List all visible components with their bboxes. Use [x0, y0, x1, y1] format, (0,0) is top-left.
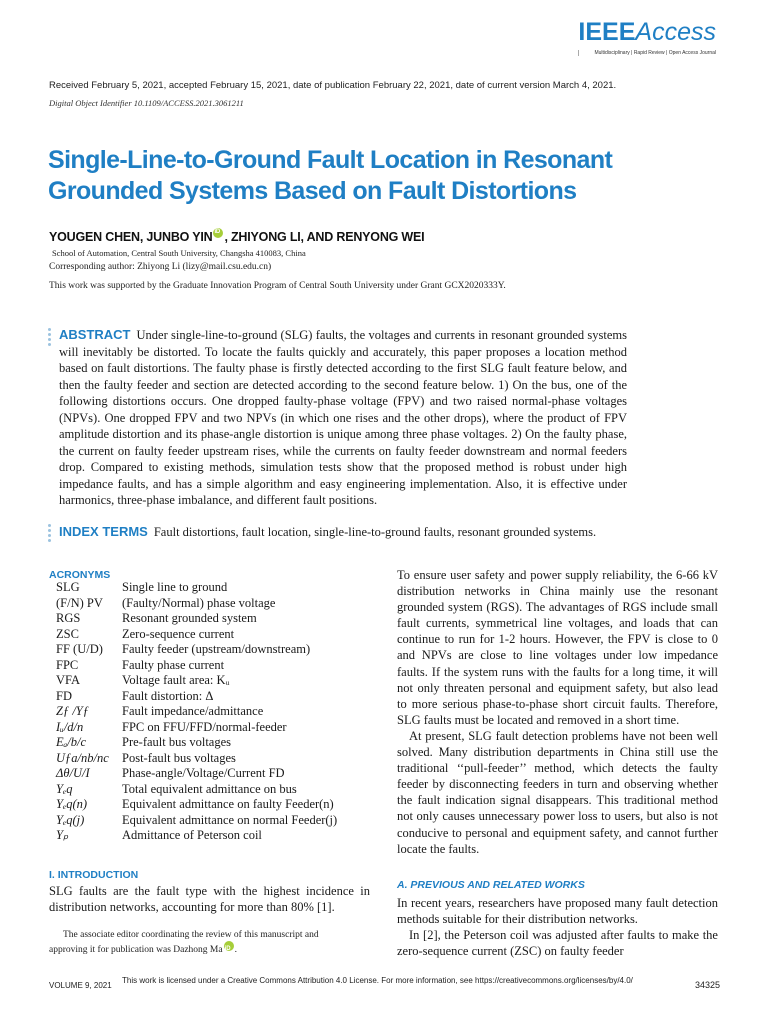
paragraph: At present, SLG fault detection problems have not been well solved. Many distribution departments in China still use the traditional ‘‘pull-feeder’’ method, which detects the faulty feeder by disconnecting feeders in turn and observing whether the fault indication signal disappears. This traditional method not only causes unnecessary power loss to users, but also is not conducive to personal and equipment safety, and cannot further locate the faults. — [397, 728, 718, 856]
acronym-definition: Total equivalent admittance on bus — [122, 781, 297, 796]
acronyms-heading: ACRONYMS — [49, 569, 111, 581]
received-dates: Received February 5, 2021, accepted February 15, 2021, date of publication February 22, 2021, date of current version March 4, 2021. — [49, 80, 617, 91]
acronym-term: SLG — [56, 580, 80, 594]
title-line-2: Grounded Systems Based on Fault Distortions — [48, 177, 577, 205]
footnote-line-2-end: . — [234, 945, 237, 955]
acronym-definition: (Faulty/Normal) phase voltage — [122, 595, 276, 610]
acronym-row — [56, 580, 376, 596]
acronym-definition: FPC on FFU/FFD/normal-feeder — [122, 719, 287, 734]
acronym-row — [56, 720, 376, 736]
orcid-icon[interactable] — [213, 228, 223, 238]
abstract-label: ABSTRACT — [59, 327, 131, 342]
introduction-text: SLG faults are the fault type with the highest incidence in distribution networks, accounting for more than 80% [1]. — [49, 884, 370, 914]
acronym-term: ZSC — [56, 626, 79, 641]
acronym-row — [56, 611, 376, 627]
index-terms — [59, 524, 659, 540]
acronym-definition: Single line to ground — [122, 580, 228, 594]
acronym-definition: Fault impedance/admittance — [122, 704, 264, 718]
acronym-row — [56, 828, 376, 844]
acronym-term: Yₑq(j) — [56, 812, 85, 827]
acronym-term: FD — [56, 688, 72, 703]
acronym-row — [56, 782, 376, 798]
acronym-row — [56, 751, 376, 767]
subsection-heading: A. PREVIOUS AND RELATED WORKS — [397, 879, 585, 891]
acronym-term: Eₐ/b/c — [56, 735, 87, 749]
corresponding-author: Corresponding author: Zhiyong Li (lizy@mail.csu.edu.cn) — [49, 262, 272, 272]
footnote-line-2-text: approving it for publication was Dazhong Ma — [49, 945, 223, 955]
acronym-definition: Pre-fault bus voltages — [122, 735, 232, 749]
funding-note: This work was supported by the Graduate Innovation Program of Central South University under Grant GCX2020333Y. — [49, 281, 506, 291]
acronym-term: FPC — [56, 657, 79, 672]
footer-volume: VOLUME 9, 2021 — [49, 981, 112, 990]
acronym-definition: Phase-angle/Voltage/Current FD — [122, 766, 285, 780]
acronym-definition: Equivalent admittance on normal Feeder(j) — [122, 812, 338, 827]
acronym-definition: Equivalent admittance on faulty Feeder(n) — [122, 797, 334, 811]
acronym-definition: Faulty feeder (upstream/downstream) — [122, 642, 311, 656]
acronym-definition: Faulty phase current — [122, 657, 225, 672]
logo-tagline: Multidisciplinary | Rapid Review | Open Access Journal — [578, 50, 716, 56]
acronym-definition: Voltage fault area: Kᵤ — [122, 673, 230, 687]
acronym-term: Yₑq(n) — [56, 797, 88, 811]
acronym-definition: Resonant grounded system — [122, 611, 257, 625]
logo-access: Access — [635, 18, 716, 46]
acronym-term: RGS — [56, 611, 81, 625]
acronym-row — [56, 813, 376, 829]
acronym-row — [56, 658, 376, 674]
paragraph: In [2], the Peterson coil was adjusted after faults to make the zero-sequence current (ZSC) on faulty feeder — [397, 928, 718, 959]
abstract-marker-icon — [48, 328, 51, 348]
footnote-line-2 — [49, 943, 370, 958]
affiliation: School of Automation, Central South University, Changsha 410083, China — [52, 248, 306, 258]
acronym-row — [56, 766, 376, 782]
paragraph: To ensure user safety and power supply reliability, the 6-66 kV distribution networks in China mainly use the resonant grounded system (RGS). The advantages of RGS include small fault currents, symmetrical line voltages, and loads that can continue to run for 1-2 hours. However, the FPV is close to 0 and NPVs are close to line voltages under low impedance faults. If the system runs with the faults for a long time, it will not only threaten personal and equipment safety, but also lead to more serious phase-to-phase short circuit faults. Therefore, SLG faults must be located and removed in a short time. — [397, 568, 718, 727]
orcid-icon[interactable] — [224, 941, 234, 951]
acronym-row — [56, 704, 376, 720]
right-column-bottom — [397, 895, 718, 959]
acronym-definition: Fault distortion: Δ — [122, 688, 214, 703]
acronym-term: FF (U/D) — [56, 642, 103, 656]
acronym-definition: Post-fault bus voltages — [122, 750, 236, 765]
journal-logo — [578, 18, 716, 56]
editor-footnote — [49, 928, 370, 958]
authors-part-1: YOUGEN CHEN, JUNBO YIN — [49, 230, 213, 244]
acronym-term: Zƒ /Yƒ — [56, 704, 90, 718]
title-line-1: Single-Line-to-Ground Fault Location in Resonant — [48, 146, 613, 174]
paper-title — [48, 145, 688, 207]
abstract-text: Under single-line-to-ground (SLG) faults, the voltages and currents in resonant grounded systems will inevitably be distorted. To locate the faults quickly and accurately, this paper proposes a location method based on fault distortions. The faulty phase is firstly detected according to the first SLG fault feature below, and then the faulty feeder and section are detected according to the second feature below. 1) On the bus, one of the following distortions occurs. One dropped faulty-phase voltage (FPV) and two raised normal-phase voltages (NPVs). One dropped FPV and two NPVs (in which one rises and the other drops), where the product of FPV amplitude distortion and its phase-angle distortion is unique among three phase voltages. 2) On the faulty phase, the current on faulty feeder upstream rises, while the currents on faulty feeder downstream and normal feeders drop. Compared to existing methods, simulation tests show that the proposed method is robust under high impedance faults, and has a simple algorithm and easy engineering implementation. Also, it is effective under harmonics, three-phase imbalance, and different fault positions. — [59, 328, 627, 507]
right-column-top — [397, 567, 718, 857]
authors-part-2: , ZHIYONG LI, AND RENYONG WEI — [224, 230, 425, 244]
footer-license[interactable]: This work is licensed under a Creative Commons Attribution 4.0 License. For more information, see https://creativecommons.org/licenses/by/4.0/ — [122, 976, 633, 985]
acronym-row — [56, 642, 376, 658]
acronym-row — [56, 673, 376, 689]
paragraph: In recent years, researchers have proposed many fault detection methods suitable for their distribution networks. — [397, 896, 718, 927]
abstract — [59, 327, 627, 509]
acronym-term: Yₑq — [56, 781, 73, 796]
acronym-row — [56, 735, 376, 751]
acronym-term: (F/N) PV — [56, 595, 103, 610]
index-terms-label: INDEX TERMS — [59, 524, 148, 539]
acronym-term: VFA — [56, 673, 81, 687]
doi-line: Digital Object Identifier 10.1109/ACCESS.2021.3061211 — [49, 98, 244, 108]
acronym-definition: Zero-sequence current — [122, 626, 235, 641]
acronym-row — [56, 689, 376, 705]
acronym-term: Uƒa/nb/nc — [56, 750, 109, 765]
acronym-row — [56, 797, 376, 813]
index-terms-text: Fault distortions, fault location, single-line-to-ground faults, resonant grounded systems. — [153, 525, 597, 539]
acronym-term: Yₚ — [56, 828, 69, 842]
footnote-line-1: The associate editor coordinating the review of this manuscript and — [63, 930, 319, 940]
acronym-row — [56, 627, 376, 643]
acronym-definition: Admittance of Peterson coil — [122, 828, 262, 842]
acronym-row — [56, 596, 376, 612]
section-heading-introduction: I. INTRODUCTION — [49, 869, 139, 881]
author-list — [49, 230, 424, 244]
page-number: 34325 — [694, 980, 720, 990]
logo-ieee: IEEE — [578, 18, 636, 46]
acronym-term: Δθ/U/I — [56, 766, 90, 780]
acronym-term: Iᵤ/d/n — [56, 719, 84, 734]
acronym-list — [56, 580, 376, 844]
index-terms-marker-icon — [48, 524, 51, 544]
